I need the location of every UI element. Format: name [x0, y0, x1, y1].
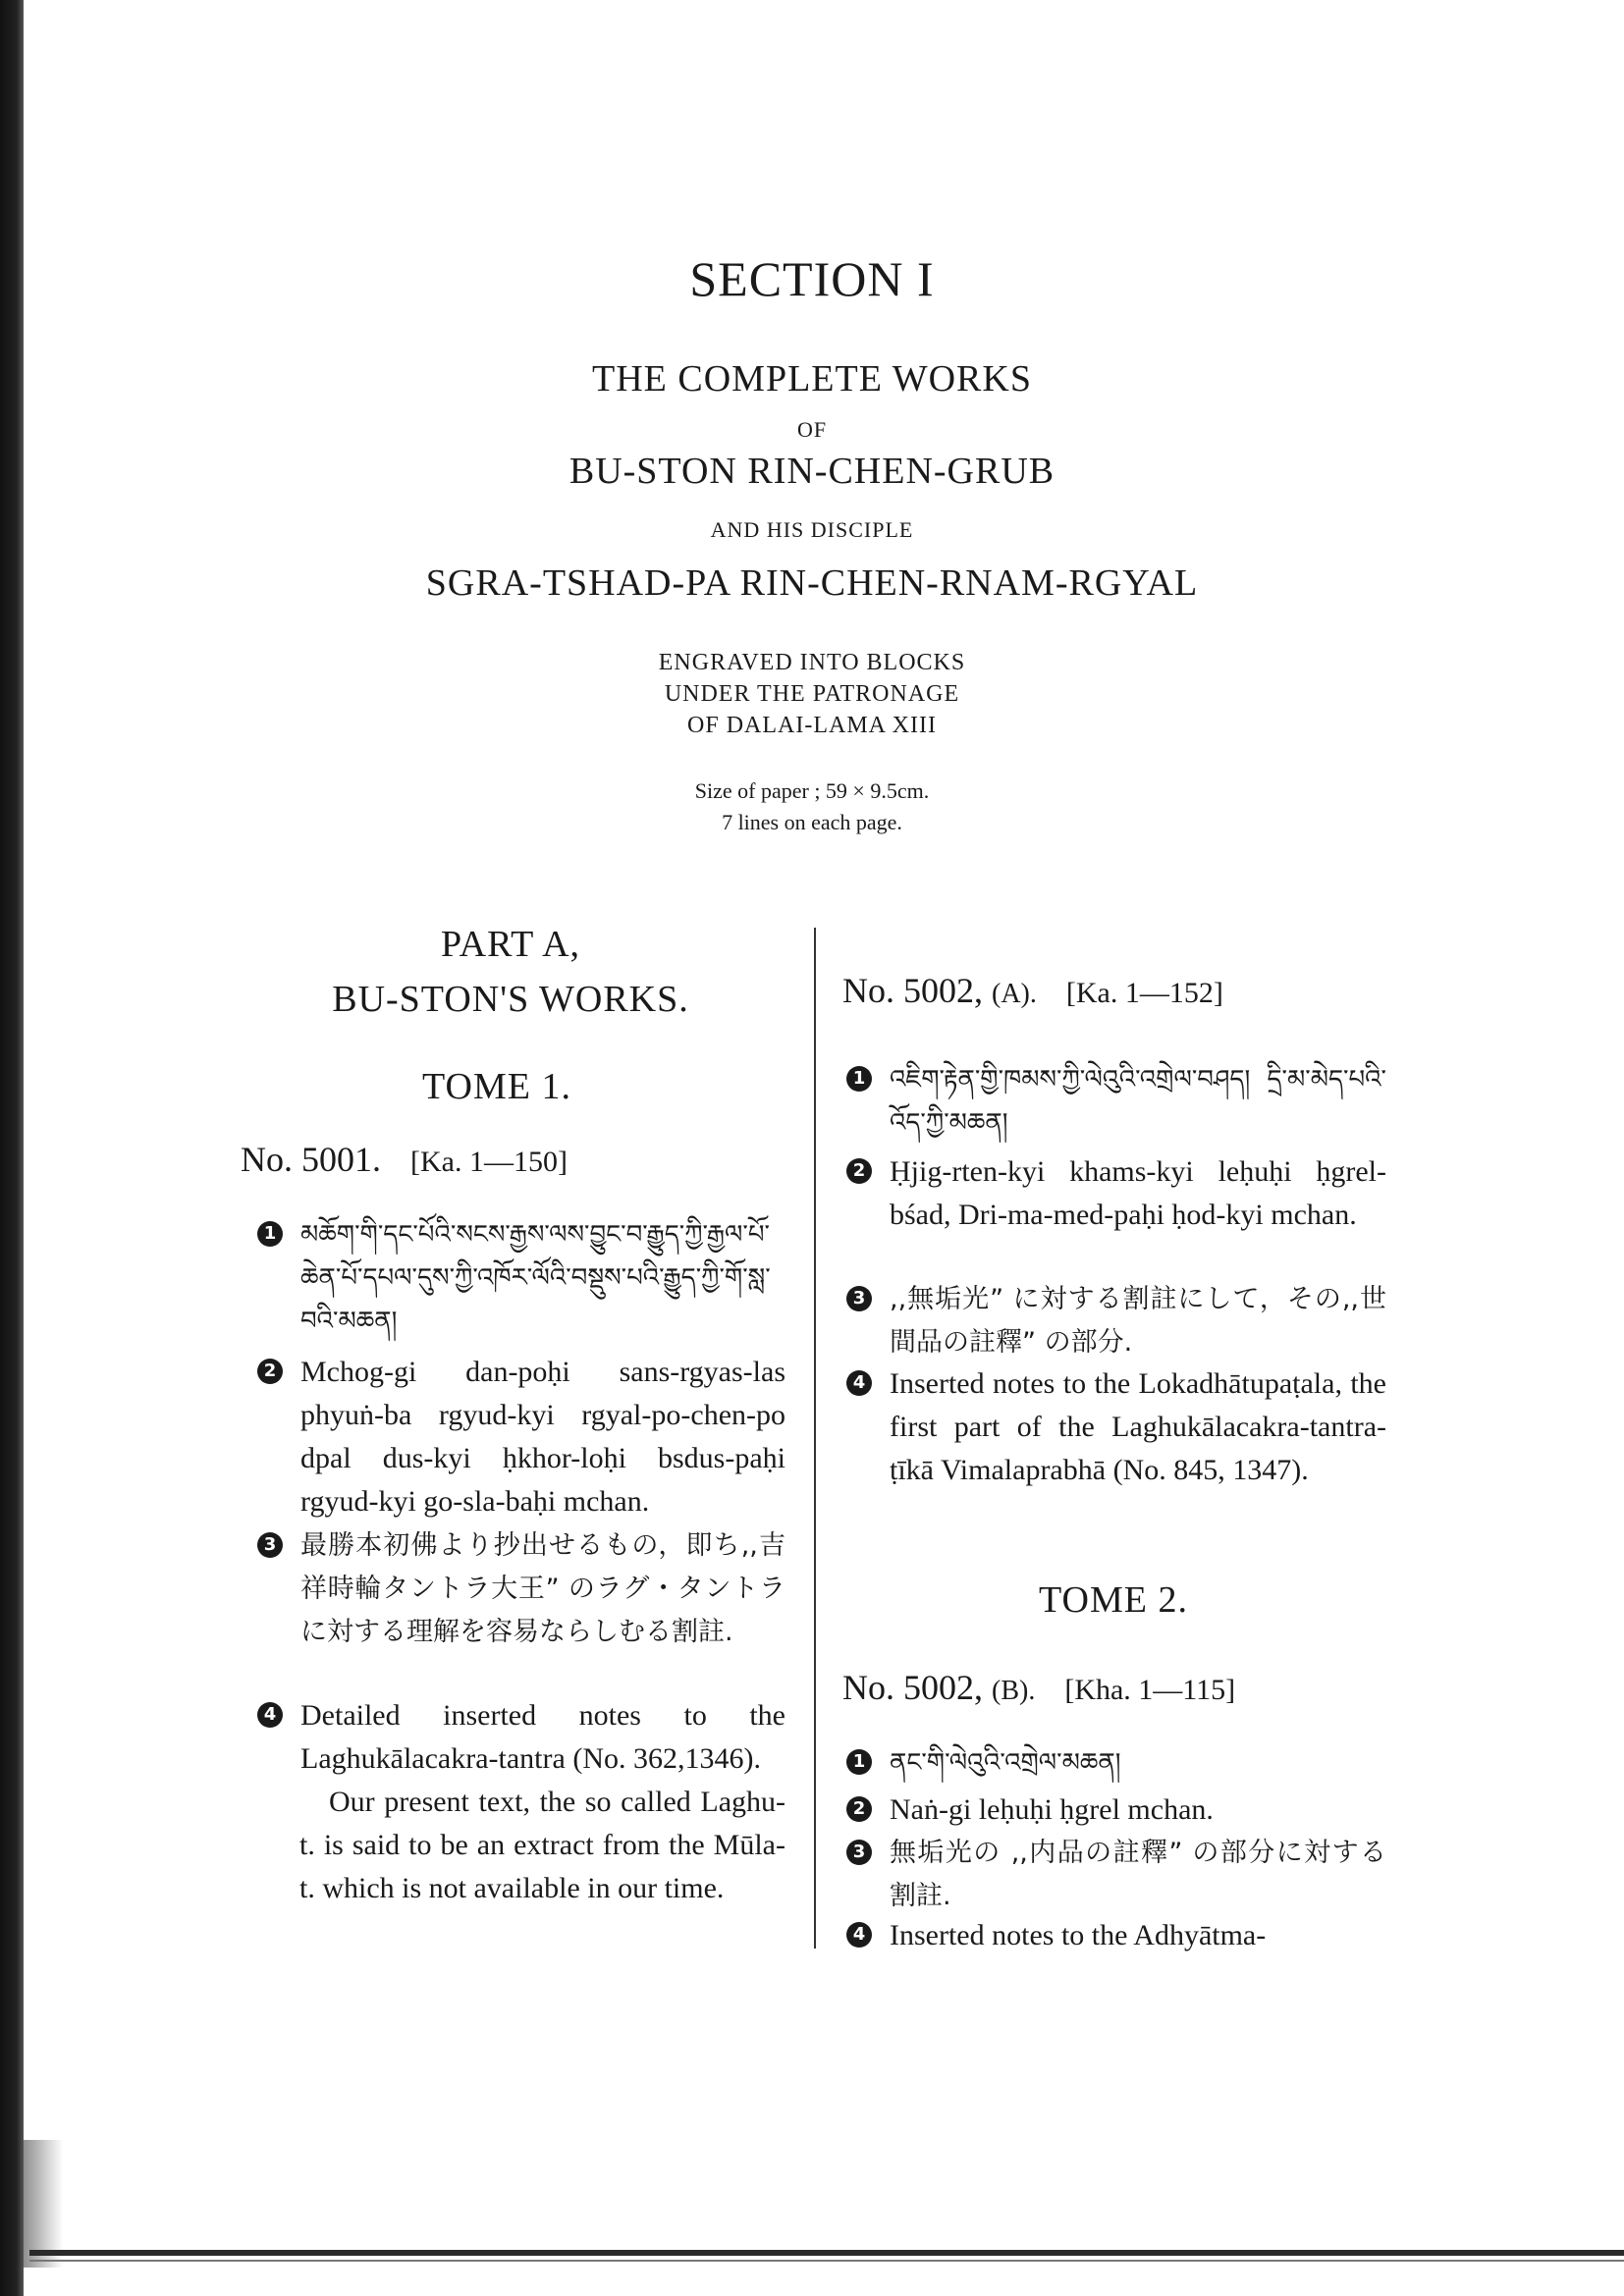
entry-5002a-heading — [842, 970, 1223, 1011]
size-line-1: Size of paper ; 59 × 9.5cm. — [694, 778, 930, 803]
entry-5001-heading — [241, 1139, 568, 1180]
bullet-4: 4 — [257, 1702, 283, 1728]
japanese-text: 最勝本初佛より抄出せるもの，即ち,,吉祥時輪タントラ大王” のラグ・タントラに対する理解を容易ならしむる割註. — [300, 1530, 785, 1647]
bullet-1: 1 — [846, 1066, 872, 1092]
disciple-intro: AND HIS DISCIPLE — [710, 517, 914, 542]
book-spine-edge — [0, 0, 24, 2296]
engraving-line-1: ENGRAVED INTO BLOCKS — [658, 650, 966, 675]
tome-2-heading: TOME 2. — [1039, 1579, 1188, 1621]
author-name: BU-STON RIN-CHEN-GRUB — [568, 451, 1056, 492]
english-text: Inserted notes to the Adhyātma- — [890, 1919, 1267, 1951]
engraving-note — [0, 647, 1624, 741]
tibetan-title: མཆོག་གི་དང་པོའི་སངས་རྒྱས་ལས་བྱུང་བ་རྒྱུད་ཀྱི་རྒྱལ་པོ་ཆེན་པོ་དཔལ་དུས་ཀྱི་འཁོར་ལོའི་བསྡུས་པའི་རྒྱུད་ཀྱི་གོ་སླ་བའི་མཆན། — [300, 1220, 771, 1336]
transliteration-text: Naṅ-gi leḥuḥi ḥgrel mchan. — [890, 1793, 1214, 1826]
bullet-3: 3 — [846, 1840, 872, 1865]
bottom-rule — [29, 2250, 1624, 2256]
bullet-1: 1 — [257, 1221, 283, 1247]
bullet-4: 4 — [846, 1922, 872, 1948]
entry-5002a-transliteration — [846, 1150, 1386, 1237]
page-shadow — [24, 2140, 63, 2268]
size-note — [0, 775, 1624, 838]
entry-reference: [Ka. 1—152] — [1065, 977, 1223, 1009]
entry-5002b-tibetan — [846, 1741, 1386, 1785]
bullet-1: 1 — [846, 1749, 872, 1775]
engraving-line-2: UNDER THE PATRONAGE — [664, 681, 960, 707]
entry-5001-note: Our present text, the so called Laghu-t. is said to be an extract from the Mūla-t. which is not available in our time. — [299, 1786, 785, 1904]
english-text: Detailed inserted notes to the Laghukālacakra-tantra (No. 362,1346). — [300, 1699, 785, 1775]
entry-5002a-tibetan — [846, 1058, 1386, 1145]
entry-5002b-japanese — [846, 1832, 1386, 1918]
entry-5001-tibetan — [257, 1213, 785, 1343]
column-divider — [814, 928, 816, 1949]
part-subtitle: BU-STON'S WORKS. — [332, 979, 689, 1020]
japanese-text: ,,無垢光” に対する割註にして，その,,世間品の註釋” の部分. — [890, 1284, 1386, 1358]
disciple-name: SGRA-TSHAD-PA RIN-CHEN-RNAM-RGYAL — [425, 562, 1199, 604]
bullet-3: 3 — [257, 1532, 283, 1558]
part-title: PART A, — [440, 924, 581, 965]
bullet-2: 2 — [257, 1359, 283, 1384]
works-title: THE COMPLETE WORKS — [592, 358, 1032, 400]
size-line-2: 7 lines on each page. — [722, 810, 902, 834]
bullet-4: 4 — [846, 1370, 872, 1396]
bullet-2: 2 — [846, 1796, 872, 1822]
bullet-3: 3 — [846, 1286, 872, 1311]
entry-5001-english — [257, 1694, 785, 1781]
entry-5002a-japanese — [846, 1278, 1386, 1364]
entry-suffix: (A). — [992, 979, 1037, 1009]
part-heading — [245, 917, 776, 1027]
tibetan-title: འཇིག་རྟེན་གྱི་ཁམས་ཀྱི་ལེའུའི་འགྲེལ་བཤད། དྲི་མ་མེད་པའི་འོད་ཀྱི་མཆན། — [890, 1065, 1386, 1138]
bottom-rule-thin — [29, 2260, 1624, 2262]
entry-reference: [Kha. 1—115] — [1064, 1674, 1236, 1706]
bullet-2: 2 — [846, 1158, 872, 1184]
entry-number: No. 5001. — [241, 1140, 381, 1179]
entry-5001-japanese — [257, 1524, 785, 1654]
of-label: OF — [796, 417, 828, 442]
entry-reference: [Ka. 1—150] — [410, 1146, 568, 1178]
entry-number: No. 5002, — [842, 1668, 983, 1707]
tibetan-title: ནང་གི་ལེའུའི་འགྲེལ་མཆན། — [890, 1748, 1121, 1778]
japanese-text: 無垢光の ,,内品の註釋” の部分に対する割註. — [890, 1838, 1386, 1911]
entry-5002b-transliteration — [846, 1789, 1386, 1832]
english-text: Inserted notes to the Lokadhātupaṭala, the first part of the Laghukālacakra-tantra-ṭīkā Vimalaprabhā (No. 845, 1347). — [890, 1367, 1386, 1486]
entry-number: No. 5002, — [842, 971, 983, 1010]
entry-5002a-english — [846, 1362, 1386, 1492]
transliteration-text: Ḥjig-rten-kyi khams-kyi leḥuḥi ḥgrel-bśad, Dri-ma-med-paḥi ḥod-kyi mchan. — [890, 1155, 1386, 1231]
entry-5002b-heading — [842, 1667, 1235, 1708]
engraving-line-3: OF DALAI-LAMA XIII — [687, 713, 937, 738]
entry-5002b-english — [846, 1914, 1386, 1957]
transliteration-text: Mchog-gi dan-poḥi sans-rgyas-las phyuṅ-ba rgyud-kyi rgyal-po-chen-po dpal dus-kyi ḥkhor-loḥi bsdus-paḥi rgyud-kyi go-sla-baḥi mchan. — [300, 1356, 785, 1518]
tome-1-heading: TOME 1. — [422, 1066, 571, 1107]
section-title: SECTION I — [689, 251, 935, 306]
entry-5001-transliteration — [257, 1351, 785, 1523]
entry-suffix: (B). — [992, 1676, 1036, 1706]
